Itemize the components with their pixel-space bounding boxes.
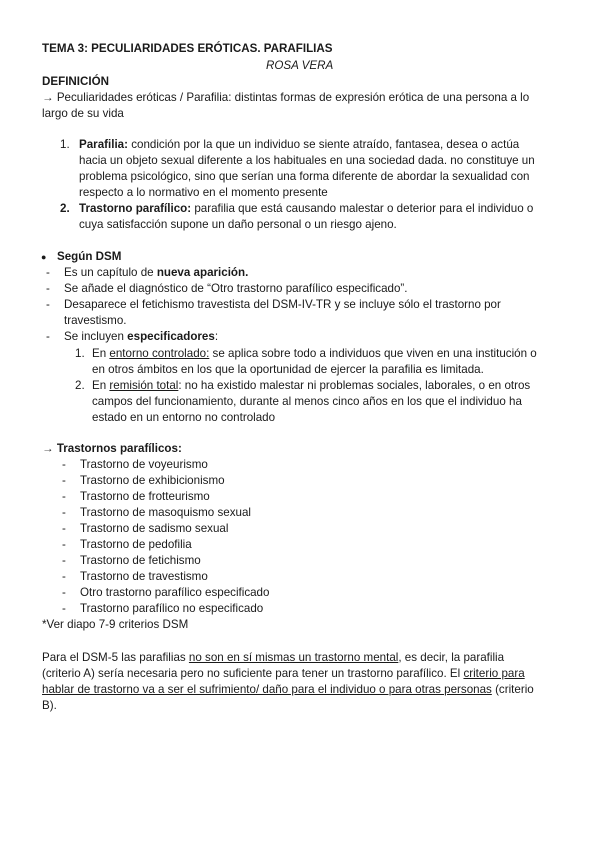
specifier-item bbox=[92, 346, 537, 362]
disorder-list-item: Trastorno de voyeurismo bbox=[80, 458, 208, 471]
dash-marker: - bbox=[62, 602, 66, 615]
definition-item-parafilia bbox=[79, 137, 519, 153]
specifier-underlined: remisión total bbox=[109, 379, 179, 392]
dsm-item-text: : bbox=[214, 330, 219, 343]
list-number: 1. bbox=[75, 347, 85, 360]
term-text: cuya satisfacción supone un daño personal o un riesgo ajeno. bbox=[79, 218, 397, 231]
dash-marker: - bbox=[46, 298, 50, 311]
closing-text: Para el DSM-5 las parafilias bbox=[42, 651, 189, 664]
term-text: hacia un objeto sexual diferente a los habituales en una sociedad dada. no constituye un bbox=[79, 154, 535, 167]
specifier-text: estado en un entorno no controlado bbox=[92, 411, 276, 424]
disorder-list-item: Trastorno de sadismo sexual bbox=[80, 522, 229, 535]
closing-line: B). bbox=[42, 699, 57, 712]
list-number: 2. bbox=[60, 202, 70, 215]
dash-marker: - bbox=[46, 282, 50, 295]
disorder-list-item: Otro trastorno parafílico especificado bbox=[80, 586, 270, 599]
note-text: *Ver diapo 7-9 criterios DSM bbox=[42, 618, 189, 631]
closing-line bbox=[42, 682, 534, 698]
dash-marker: - bbox=[62, 490, 66, 503]
disorder-list-item: Trastorno parafílico no especificado bbox=[80, 602, 264, 615]
dsm-item bbox=[64, 329, 218, 345]
dsm-item-bold: especificadores bbox=[127, 330, 215, 343]
bullet-icon: ● bbox=[41, 252, 47, 262]
dsm-item: travestismo. bbox=[64, 314, 127, 327]
dsm-heading: Según DSM bbox=[57, 250, 122, 263]
dash-marker: - bbox=[46, 330, 50, 343]
specifier-text: en otros ámbitos en los que la oportunidad de ejercer la parafilia es limitada. bbox=[92, 363, 484, 376]
dsm-item bbox=[64, 265, 248, 281]
dash-marker: - bbox=[62, 458, 66, 471]
term-text: condición por la que un individuo se siente atraído, fantasea, desea o actúa bbox=[127, 138, 520, 151]
term-text: problema psicológico, sino que serían una forma diferente de abordar la sexualidad con bbox=[79, 170, 530, 183]
dsm-item-text: Se incluyen bbox=[64, 330, 128, 343]
closing-line bbox=[42, 650, 504, 666]
specifier-text: se aplica sobre todo a individuos que viven en una institución o bbox=[209, 347, 537, 360]
dsm-item-text: Es un capítulo de bbox=[64, 266, 157, 279]
disorders-heading: → Trastornos parafílicos: bbox=[42, 442, 182, 455]
specifier-item bbox=[92, 378, 530, 394]
closing-text: (criterio bbox=[491, 683, 534, 696]
specifier-text: campos del funcionamiento, durante al menos cinco años en los que el individuo ha bbox=[92, 395, 522, 408]
definition-item-trastorno bbox=[79, 201, 533, 217]
closing-underlined: criterio para bbox=[463, 667, 525, 680]
specifier-text: En bbox=[92, 347, 110, 360]
dsm-item: Se añade el diagnóstico de “Otro trastorno parafílico especificado”. bbox=[64, 282, 408, 295]
dsm-item: Desaparece el fetichismo travestista del DSM-IV-TR y se incluye sólo el trastorno por bbox=[64, 298, 501, 311]
dash-marker: - bbox=[62, 474, 66, 487]
list-number: 1. bbox=[60, 138, 70, 151]
dash-marker: - bbox=[46, 266, 50, 279]
dash-marker: - bbox=[62, 522, 66, 535]
author-name: ROSA VERA bbox=[266, 59, 334, 72]
closing-underlined: hablar de trastorno va a ser el sufrimiento/ daño para el individuo o para otras personas bbox=[42, 683, 492, 696]
closing-text: (criterio A) sería necesaria pero no suficiente para tener un trastorno parafílico. El bbox=[42, 667, 464, 680]
disorder-list-item: Trastorno de exhibicionismo bbox=[80, 474, 225, 487]
document-title: TEMA 3: PECULIARIDADES ERÓTICAS. PARAFILIAS bbox=[42, 42, 333, 55]
specifier-text: : no ha existido malestar ni problemas sociales, laborales, o en otros bbox=[178, 379, 531, 392]
dash-marker: - bbox=[62, 554, 66, 567]
term-text: respecto a lo normativo en el momento presente bbox=[79, 186, 328, 199]
closing-text: , es decir, la parafilia bbox=[398, 651, 505, 664]
closing-line bbox=[42, 666, 525, 682]
disorder-list-item: Trastorno de fetichismo bbox=[80, 554, 201, 567]
term-label: Trastorno parafílico: bbox=[79, 202, 192, 215]
term-text: parafilia que está causando malestar o deterior para el individuo o bbox=[191, 202, 534, 215]
disorder-list-item: Trastorno de pedofilia bbox=[80, 538, 192, 551]
specifier-text: En bbox=[92, 379, 110, 392]
disorder-list-item: Trastorno de frotteurismo bbox=[80, 490, 210, 503]
disorder-list-item: Trastorno de travestismo bbox=[80, 570, 208, 583]
specifier-underlined: entorno controlado: bbox=[109, 347, 210, 360]
definition-text-line: largo de su vida bbox=[42, 107, 124, 120]
dsm-item-bold: nueva aparición. bbox=[156, 266, 249, 279]
list-number: 2. bbox=[75, 379, 85, 392]
term-label: Parafilia: bbox=[79, 138, 128, 151]
disorder-list-item: Trastorno de masoquismo sexual bbox=[80, 506, 251, 519]
dash-marker: - bbox=[62, 570, 66, 583]
dash-marker: - bbox=[62, 506, 66, 519]
closing-underlined: no son en sí mismas un trastorno mental bbox=[188, 651, 399, 664]
definition-heading: DEFINICIÓN bbox=[42, 75, 109, 88]
definition-text-line: → Peculiaridades eróticas / Parafilia: distintas formas de expresión erótica de una persona a lo bbox=[42, 91, 530, 104]
dash-marker: - bbox=[62, 586, 66, 599]
dash-marker: - bbox=[62, 538, 66, 551]
